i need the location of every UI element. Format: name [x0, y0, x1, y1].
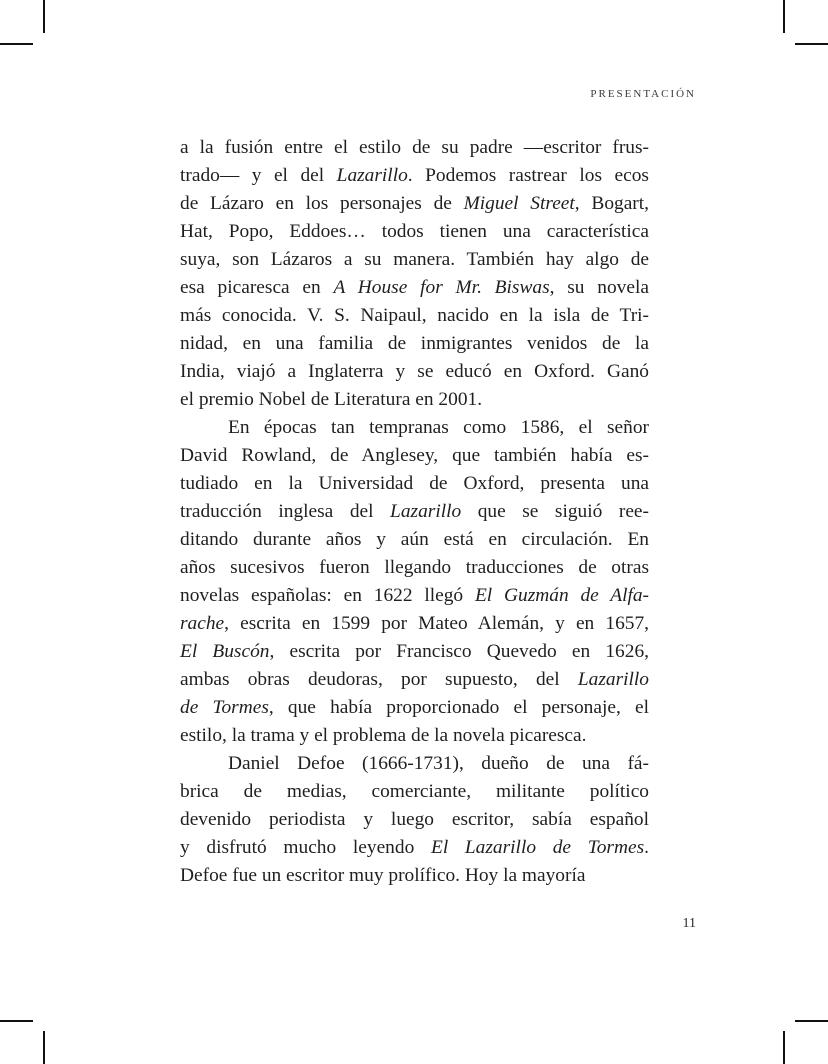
text-line: David Rowland, de Anglesey, que también había es- — [180, 445, 649, 466]
text-line: nidad, en una familia de inmigrantes venidos de la — [180, 333, 649, 354]
text-line: de Tormes, que había proporcionado el personaje, el — [180, 697, 649, 718]
running-head: PRESENTACIÓN — [590, 88, 696, 100]
crop-mark-top-left-horizontal — [0, 43, 33, 45]
paragraph — [180, 750, 649, 890]
text-line: estilo, la trama y el problema de la novela picaresca. — [180, 725, 587, 746]
crop-mark-top-left-vertical — [43, 0, 45, 33]
text-line: Hat, Popo, Eddoes… todos tienen una característica — [180, 221, 649, 242]
text-line: novelas españolas: en 1622 llegó El Guzmán de Alfa- — [180, 585, 649, 606]
text-line: rache, escrita en 1599 por Mateo Alemán, y en 1657, — [180, 613, 649, 634]
paragraph — [180, 414, 649, 750]
text-line: traducción inglesa del Lazarillo que se siguió ree- — [180, 501, 649, 522]
text-line: de Lázaro en los personajes de Miguel Street, Bogart, — [180, 193, 650, 214]
crop-mark-top-right-vertical — [783, 0, 785, 33]
text-line: En épocas tan tempranas como 1586, el señor — [228, 417, 649, 438]
crop-mark-bottom-left-vertical — [43, 1031, 45, 1064]
text-line: El Buscón, escrita por Francisco Quevedo en 1626, — [180, 641, 649, 662]
text-line: esa picaresca en A House for Mr. Biswas, su novela — [180, 277, 649, 298]
crop-mark-top-right-horizontal — [795, 43, 828, 45]
italic-title: de Tormes — [180, 697, 269, 718]
italic-title: Lazarillo — [577, 669, 649, 690]
text-line: años sucesivos fueron llegando traducciones de otras — [180, 557, 649, 578]
italic-title: rache — [180, 613, 225, 634]
text-line: el premio Nobel de Literatura en 2001. — [180, 389, 483, 410]
italic-title: El Buscón — [180, 641, 270, 662]
italic-title: El Lazarillo de Tormes — [430, 837, 645, 858]
italic-title: Miguel Street — [463, 193, 575, 214]
text-line: India, viajó a Inglaterra y se educó en Oxford. Ganó — [180, 361, 649, 382]
text-line: y disfrutó mucho leyendo El Lazarillo de Tormes. — [180, 837, 649, 858]
italic-title: A House for Mr. Biswas — [333, 277, 550, 298]
body-text — [180, 134, 649, 890]
italic-title: Lazarillo — [336, 165, 408, 186]
text-line: Defoe fue un escritor muy prolífico. Hoy la mayoría — [180, 865, 586, 886]
page-number: 11 — [682, 916, 696, 931]
text-line: tudiado en la Universidad de Oxford, presenta una — [180, 473, 649, 494]
crop-mark-bottom-left-horizontal — [0, 1020, 33, 1022]
text-line: devenido periodista y luego escritor, sabía español — [180, 809, 649, 830]
italic-title: El Guzmán de Alfa- — [474, 585, 649, 606]
text-line: brica de medias, comerciante, militante político — [180, 781, 649, 802]
crop-mark-bottom-right-horizontal — [795, 1020, 828, 1022]
paragraph — [180, 134, 649, 414]
text-line: ambas obras deudoras, por supuesto, del Lazarillo — [180, 669, 649, 690]
italic-title: Lazarillo — [390, 501, 462, 522]
text-line: trado— y el del Lazarillo. Podemos rastrear los ecos — [180, 165, 649, 186]
text-line: ditando durante años y aún está en circulación. En — [180, 529, 649, 550]
text-line: a la fusión entre el estilo de su padre —escritor frus- — [180, 137, 649, 158]
text-line: más conocida. V. S. Naipaul, nacido en la isla de Tri- — [180, 305, 649, 326]
crop-mark-bottom-right-vertical — [783, 1031, 785, 1064]
text-line: Daniel Defoe (1666-1731), dueño de una fá- — [228, 753, 649, 774]
text-line: suya, son Lázaros a su manera. También hay algo de — [180, 249, 649, 270]
